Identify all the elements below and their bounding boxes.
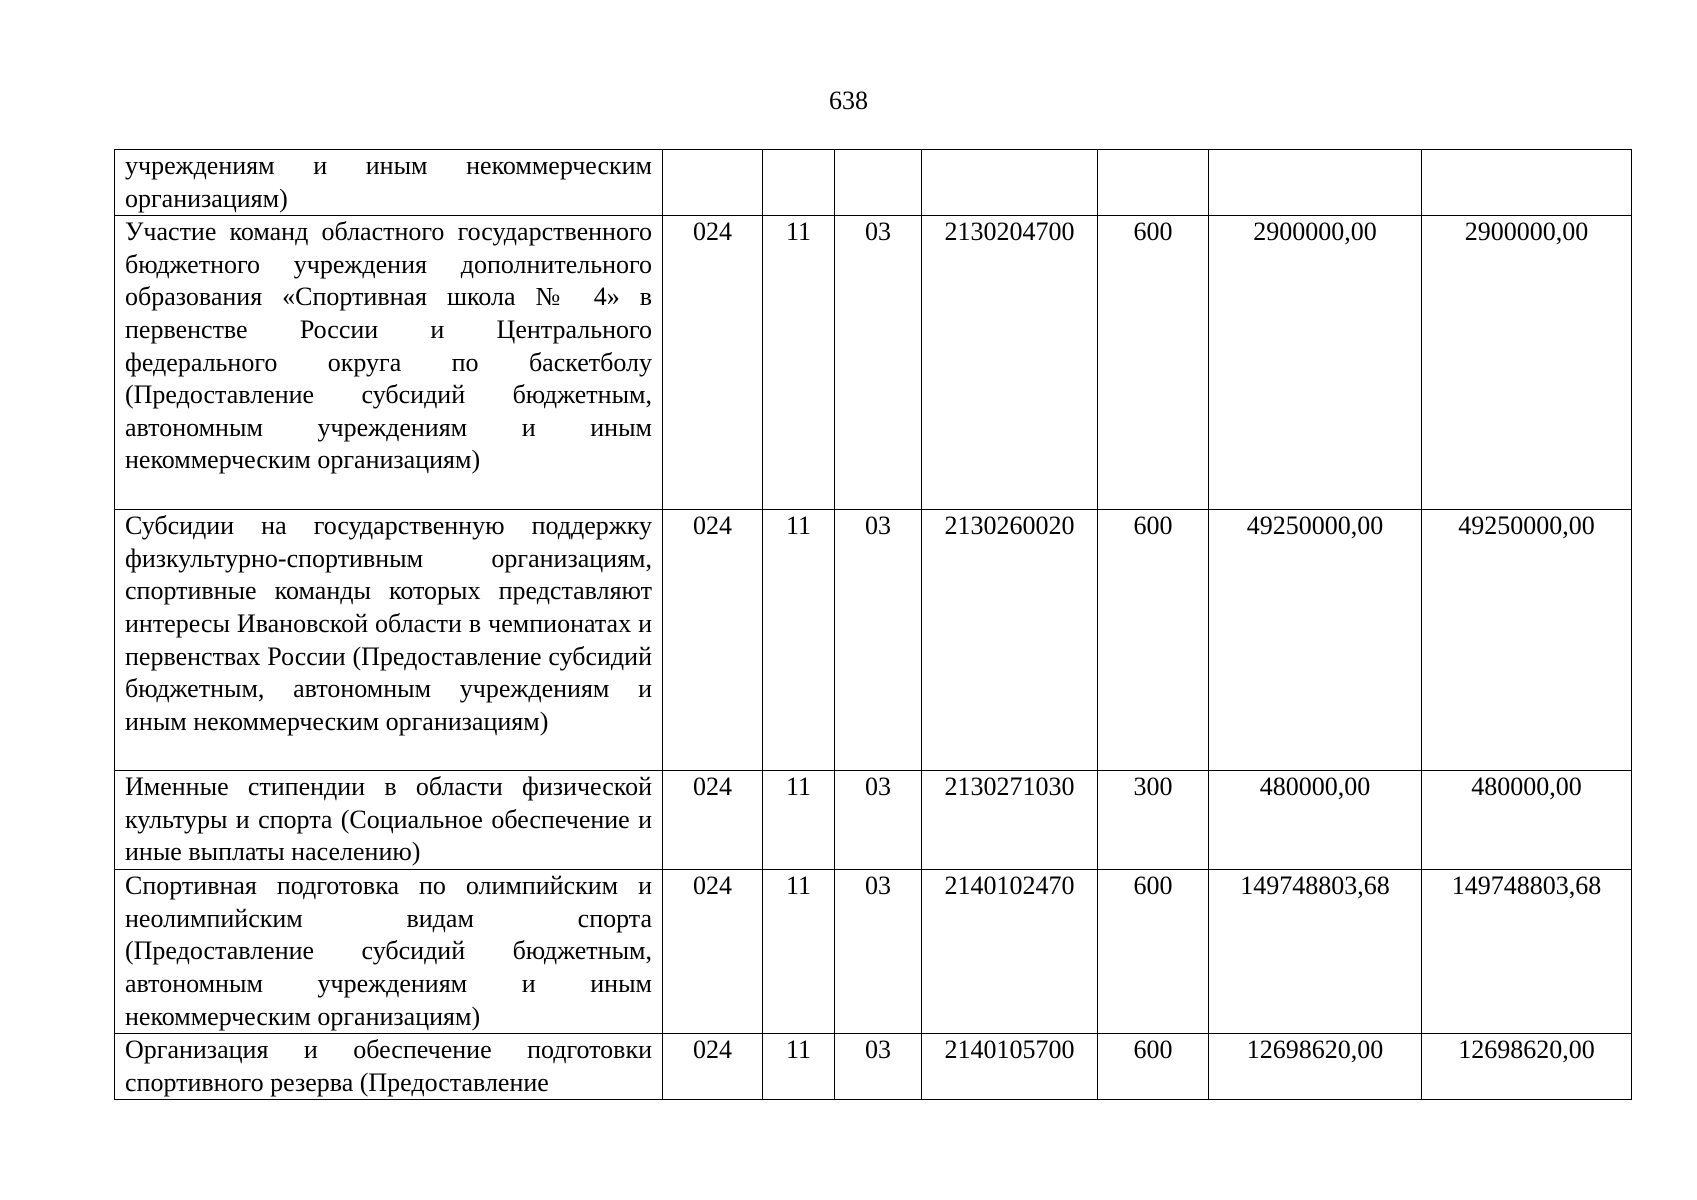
target-article-code: 2130260020 <box>922 510 1098 771</box>
subsection-code <box>835 150 922 216</box>
row-description: Участие команд областного государственного бюджетного учреждения дополнительного образования «Спортивная школа № 4» в первенстве России и Центрального федерального округа по баскетболу (Предоставление субсидий бюджетным, автономным учреждениям и иным некоммерческим организациям) <box>115 216 663 510</box>
target-article-code <box>922 150 1098 216</box>
section-code <box>763 150 835 216</box>
expense-type-code <box>1098 150 1209 216</box>
row-description: Именные стипендии в области физической культуры и спорта (Социальное обеспечение и иные выплаты населению) <box>115 771 663 870</box>
section-code: 11 <box>763 1034 835 1100</box>
amount-second-year: 149748803,68 <box>1422 870 1632 1034</box>
amount-second-year <box>1422 150 1632 216</box>
row-description: Субсидии на государственную поддержку физкультурно-спортивным организациям, спортивные команды которых представляют интересы Ивановской области в чемпионатах и первенствах России (Предоставление субсидий бюджетным, автономным учреждениям и иным некоммерческим организациям) <box>115 510 663 771</box>
section-code: 11 <box>763 510 835 771</box>
ministry-code: 024 <box>663 771 763 870</box>
amount-first-year <box>1209 150 1422 216</box>
amount-first-year: 2900000,00 <box>1209 216 1422 510</box>
amount-first-year: 12698620,00 <box>1209 1034 1422 1100</box>
amount-first-year: 49250000,00 <box>1209 510 1422 771</box>
table-row <box>115 216 1632 510</box>
expense-type-code: 600 <box>1098 1034 1209 1100</box>
expense-type-code: 300 <box>1098 771 1209 870</box>
budget-table <box>114 149 1632 1100</box>
table-row <box>115 150 1632 216</box>
row-description: учреждениям и иным некоммерческим организациям) <box>115 150 663 216</box>
expense-type-code: 600 <box>1098 216 1209 510</box>
subsection-code: 03 <box>835 1034 922 1100</box>
amount-second-year: 2900000,00 <box>1422 216 1632 510</box>
target-article-code: 2130271030 <box>922 771 1098 870</box>
expense-type-code: 600 <box>1098 510 1209 771</box>
subsection-code: 03 <box>835 771 922 870</box>
section-code: 11 <box>763 771 835 870</box>
amount-second-year: 49250000,00 <box>1422 510 1632 771</box>
amount-second-year: 12698620,00 <box>1422 1034 1632 1100</box>
row-description: Организация и обеспечение подготовки спортивного резерва (Предоставление <box>115 1034 663 1100</box>
table-row <box>115 870 1632 1034</box>
row-description: Спортивная подготовка по олимпийским и неолимпийским видам спорта (Предоставление субсидий бюджетным, автономным учреждениям и иным некоммерческим организациям) <box>115 870 663 1034</box>
ministry-code: 024 <box>663 870 763 1034</box>
subsection-code: 03 <box>835 216 922 510</box>
target-article-code: 2140105700 <box>922 1034 1098 1100</box>
section-code: 11 <box>763 870 835 1034</box>
page-number: 638 <box>829 86 868 115</box>
section-code: 11 <box>763 216 835 510</box>
table-row <box>115 510 1632 771</box>
subsection-code: 03 <box>835 510 922 771</box>
ministry-code: 024 <box>663 510 763 771</box>
ministry-code: 024 <box>663 216 763 510</box>
table-row <box>115 1034 1632 1100</box>
expense-type-code: 600 <box>1098 870 1209 1034</box>
amount-first-year: 480000,00 <box>1209 771 1422 870</box>
ministry-code: 024 <box>663 1034 763 1100</box>
amount-second-year: 480000,00 <box>1422 771 1632 870</box>
target-article-code: 2130204700 <box>922 216 1098 510</box>
ministry-code <box>663 150 763 216</box>
amount-first-year: 149748803,68 <box>1209 870 1422 1034</box>
target-article-code: 2140102470 <box>922 870 1098 1034</box>
subsection-code: 03 <box>835 870 922 1034</box>
table-row <box>115 771 1632 870</box>
